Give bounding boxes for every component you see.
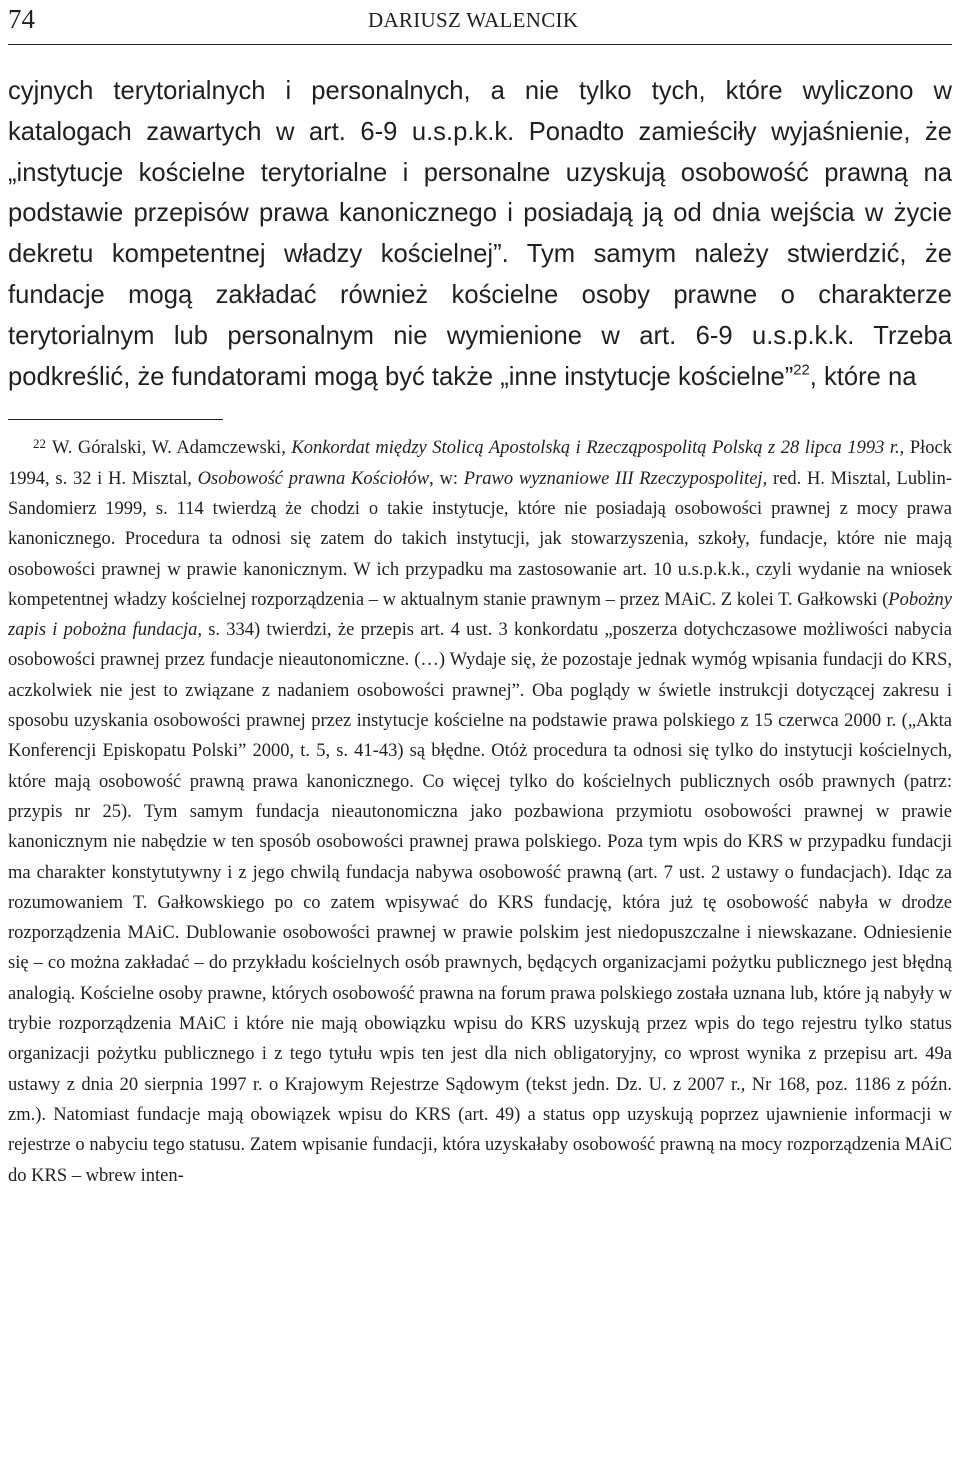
page-number: 74 (8, 4, 35, 34)
main-paragraph (8, 71, 952, 397)
footnote-title-prawo-wyznaniowe: Prawo wyznaniowe III Rzeczypospolitej (463, 468, 763, 489)
footnote-text-4: , red. H. Misztal, Lublin-Sandomierz 1999, s. 114 twierdzą że chodzi o takie instytucje, które nie posiadają osobowości prawnej z mocy prawa kanonicznego. Procedura ta odnosi się zatem do takich instytucji, jak stowarzyszenia, szkoły, fundacje, które nie mają osobowości prawnej w prawie kanonicznym. W ich przypadku ma zastosowanie art. 10 u.s.p.k.k., czyli wydanie na wniosek kompetentnej władzy kościelnej rozporządzenia – w aktualnym stanie prawnym – przez MAiC. Z kolei T. Gałkowski ( (8, 468, 953, 610)
footnote-text-2: , Płock 1994, s. 32 i H. Misztal, (8, 438, 952, 489)
running-head-author: DARIUSZ WALENCIK (368, 8, 579, 32)
footnote-paragraph: 22 W. Góralski, W. Adamczewski, Konkordat między Stolicą Apostolską i Rzecząpospolitą Polską z 28 lipca 1993 r., Płock 1994, s. 32 i H. Misztal, Osobowość prawna Kościołów, w: Prawo wyznaniowe III Rzeczypospolitej, red. H. Misztal, Lublin-Sandomierz 1999, s. 114 twierdzą że chodzi o takie instytucje, które nie posiadają osobowości prawnej z mocy prawa kanonicznego. Procedura ta odnosi się zatem do takich instytucji, jak stowarzyszenia, szkoły, fundacje, które nie mają osobowości prawnej w prawie kanonicznym. W ich przypadku ma zastosowanie art. 10 u.s.p.k.k., czyli wydanie na wniosek kompetentnej władzy kościelnej rozporządzenia – w aktualnym stanie prawnym – przez MAiC. Z kolei T. Gałkowski (Pobożny zapis i pobożna fundacja, s. 334) twierdzi, że przepis art. 4 ust. 3 konkordatu „poszerza dotychczasowe możliwości nabycia osobowości prawnej przez fundacje nieautonomiczne. (…) Wydaje się, że pozostaje jednak wymóg wpisania fundacji do KRS, aczkolwiek nie jest to związane z nadaniem osobowości prawnej”. Oba poglądy w świetle instrukcji dotyczącej zakresu i sposobu uzyskania osobowości prawnej przez instytucje kościelne na podstawie prawa polskiego z 15 czerwca 2000 r. („Akta Konferencji Episkopatu Polski” 2000, t. 5, s. 41-43) są błędne. Otóż procedura ta odnosi się tylko do instytucji kościelnych, które mają osobowość prawną prawa kanonicznego. Co więcej tylko do kościelnych publicznych osób prawnych (patrz: przypis nr 25). Tym samym fundacja nieautonomiczna jako pozbawiona przymiotu osobowości prawnej w prawie kanonicznym nie nabędzie w ten sposób osobowości prawnej prawa polskiego. Poza tym wpis do KRS w przypadku fundacji ma charakter konstytutywny i z jego chwilą fundacja nabywa osobowość prawną (art. 7 ust. 2 ustawy o fundacjach). Idąc za rozumowaniem T. Gałkowskiego po co zatem wpisywać do KRS fundację, która już tę osobowość nabyła w drodze rozporządzenia MAiC. Dublowanie osobowości prawnej w prawie polskim jest niedopuszczalne i niewskazane. Odniesienie się – co można zakładać – do przykładu kościelnych osób prawnych, będących organizacjami pożytku publicznego jest błędną analogią. Kościelne osoby prawne, których osobowość prawna na forum prawa polskiego została uznana lub, które ją nabyły w trybie rozporządzenia MAiC i które nie mają obowiązku wpisu do KRS uzyskują przez wpis do tego rejestru tylko status organizacji pożytku publicznego i z tego tytułu wpis ten jest dla nich obligatoryjny, co wprost wynika z przepisu art. 49a ustawy z dnia 20 sierpnia 1997 r. o Krajowym Rejestrze Sądowym (tekst jedn. Dz. U. z 2007 r., Nr 168, poz. 1186 z późn. zm.). Natomiast fundacje mają obowiązek wpisu do KRS (art. 49) a status opp uzyskują poprzez ujawnienie informacji w rejestrze o nabyciu tego statusu. Zatem wpisanie fundacji, która uzyskałaby osobowość prawną na mocy rozporządzenia MAiC do KRS – wbrew inten- (8, 436, 953, 1186)
footnote-title-konkordat: Konkordat między Stolicą Apostolską i Rzecząpospolitą Polską z 28 lipca 1993 r. (291, 438, 900, 459)
main-text-before-ref: cyjnych terytorialnych i personalnych, a nie tylko tych, które wyliczono w katalogach zawartych w art. 6-9 u.s.p.k.k. Ponadto zamieściły wyjaśnienie, że „instytucje kościelne terytorialne i personalne uzyskują osobowość prawną na podstawie przepisów prawa kanonicznego i posiadają ją od dnia wejścia w życie dekretu kompetentnej władzy kościelnej”. Tym samym należy stwierdzić, że fundacje mogą zakładać również kościelne osoby prawne o charakterze terytorialnym lub personalnym nie wymienione w art. 6-9 u.s.p.k.k. Trzeba podkreślić, że fundatorami mogą być także „inne instytucje kościelne” (8, 77, 952, 391)
footnote (8, 433, 952, 1190)
footnote-title-osobowosc: Osobowość prawna Kościołów (197, 468, 430, 489)
main-text (8, 71, 952, 397)
footnote-reference[interactable]: 22 (793, 361, 810, 378)
footnote-text-3: , w: (429, 468, 464, 489)
footnote-text-5: s. 334) twierdzi, że przepis art. 4 ust. 3 konkordatu „poszerza dotychczasowe możliwości nabycia osobowości prawnej przez fundacje nieautonomiczne. (…) Wydaje się, że pozostaje jednak wymóg wpisania fundacji do KRS, aczkolwiek nie jest to związane z nadaniem osobowości prawnej”. Oba poglądy w świetle instrukcji dotyczącej zakresu i sposobu uzyskania osobowości prawnej przez instytucje kościelne na podstawie prawa polskiego z 15 czerwca 2000 r. („Akta Konferencji Episkopatu Polski” 2000, t. 5, s. 41-43) są błędne. Otóż procedura ta odnosi się tylko do instytucji kościelnych, które mają osobowość prawną prawa kanonicznego. Co więcej tylko do kościelnych publicznych osób prawnych (patrz: przypis nr 25). Tym samym fundacja nieautonomiczna jako pozbawiona przymiotu osobowości prawnej w prawie kanonicznym nie nabędzie w ten sposób osobowości prawnej prawa polskiego. Poza tym wpis do KRS w przypadku fundacji ma charakter konstytutywny i z jego chwilą fundacja nabywa osobowość prawną (art. 7 ust. 2 ustawy o fundacjach). Idąc za rozumowaniem T. Gałkowskiego po co zatem wpisywać do KRS fundację, która już tę osobowość nabyła w drodze rozporządzenia MAiC. Dublowanie osobowości prawnej w prawie polskim jest niedopuszczalne i niewskazane. Odniesienie się – co można zakładać – do przykładu kościelnych osób prawnych, będących organizacjami pożytku publicznego jest błędną analogią. Kościelne osoby prawne, których osobowość prawna na forum prawa polskiego została uznana lub, które ją nabyły w trybie rozporządzenia MAiC i które nie mają obowiązku wpisu do KRS uzyskują przez wpis do tego rejestru tylko status organizacji pożytku publicznego i z tego tytułu wpis ten jest dla nich obligatoryjny, co wprost wynika z przepisu art. 49a ustawy z dnia 20 sierpnia 1997 r. o Krajowym Rejestrze Sądowym (tekst jedn. Dz. U. z 2007 r., Nr 168, poz. 1186 z późn. zm.). Natomiast fundacje mają obowiązek wpisu do KRS (art. 49) a status opp uzyskują poprzez ujawnienie informacji w rejestrze o nabyciu tego statusu. Zatem wpisanie fundacji, która uzyskałaby osobowość prawną na mocy rozporządzenia MAiC do KRS – wbrew inten- (8, 620, 952, 1186)
document-page (8, 0, 952, 1469)
footnote-text-1: W. Góralski, W. Adamczewski, (52, 438, 292, 459)
running-header (8, 0, 952, 45)
main-text-after-ref: , które na (809, 362, 917, 391)
footnote-title-pobozny-zapis: Pobożny zapis i pobożna fundacja, (8, 589, 952, 641)
footnote-separator (8, 419, 223, 420)
